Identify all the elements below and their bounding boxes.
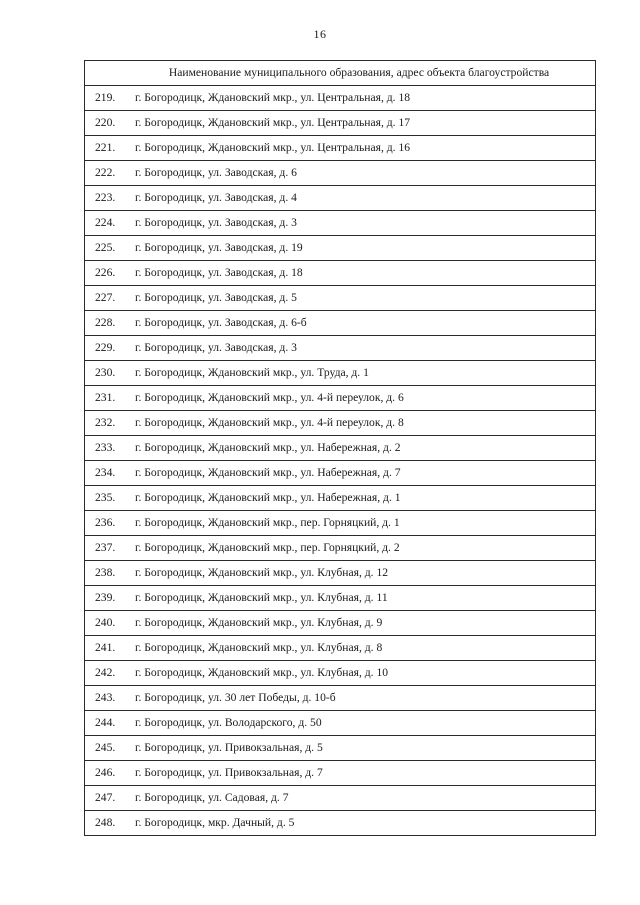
address-cell [85,386,596,411]
row-number: 224. [95,216,116,230]
address-cell [85,711,596,736]
row-number: 229. [95,341,116,355]
table-row [85,386,596,411]
table-row [85,511,596,536]
row-number: 246. [95,766,116,780]
object-address: г. Богородицк, мкр. Дачный, д. 5 [135,816,295,830]
table-row [85,436,596,461]
row-number: 221. [95,141,116,155]
row-number: 236. [95,516,116,530]
object-address: г. Богородицк, ул. Заводская, д. 3 [135,216,297,230]
row-number: 234. [95,466,116,480]
address-table-body [85,61,596,836]
row-number: 223. [95,191,116,205]
table-row [85,461,596,486]
object-address: г. Богородицк, Ждановский мкр., ул. Клубная, д. 9 [135,616,383,630]
table-row [85,211,596,236]
address-cell [85,361,596,386]
address-cell [85,161,596,186]
table-row [85,711,596,736]
object-address: г. Богородицк, Ждановский мкр., ул. Труда, д. 1 [135,366,369,380]
row-number: 225. [95,241,116,255]
object-address: г. Богородицк, ул. 30 лет Победы, д. 10-б [135,691,336,705]
table-row [85,411,596,436]
row-number: 239. [95,591,116,605]
object-address: г. Богородицк, Ждановский мкр., ул. Набережная, д. 2 [135,441,401,455]
row-number: 248. [95,816,116,830]
address-cell [85,461,596,486]
table-row [85,236,596,261]
address-cell [85,661,596,686]
row-number: 231. [95,391,116,405]
table-row [85,186,596,211]
table-row [85,736,596,761]
row-number: 232. [95,416,116,430]
address-cell [85,811,596,836]
object-address: г. Богородицк, ул. Заводская, д. 6 [135,166,297,180]
address-cell [85,411,596,436]
row-number: 238. [95,566,116,580]
row-number: 237. [95,541,116,555]
address-cell [85,311,596,336]
object-address: г. Богородицк, ул. Володарского, д. 50 [135,716,322,730]
table-row [85,311,596,336]
object-address: г. Богородицк, Ждановский мкр., ул. Клубная, д. 12 [135,566,389,580]
table-row [85,761,596,786]
row-number: 241. [95,641,116,655]
row-number: 244. [95,716,116,730]
row-number: 243. [95,691,116,705]
table-row [85,661,596,686]
row-number: 228. [95,316,116,330]
table-row [85,636,596,661]
address-cell [85,286,596,311]
object-address: г. Богородицк, Ждановский мкр., ул. Центральная, д. 18 [135,91,411,105]
object-address: г. Богородицк, ул. Садовая, д. 7 [135,791,289,805]
table-row [85,686,596,711]
row-number: 227. [95,291,116,305]
object-address: г. Богородицк, ул. Заводская, д. 6-б [135,316,307,330]
table-row [85,586,596,611]
table-row [85,786,596,811]
row-number: 219. [95,91,116,105]
object-address: г. Богородицк, Ждановский мкр., ул. Центральная, д. 17 [135,116,411,130]
address-cell [85,186,596,211]
row-number: 222. [95,166,116,180]
object-address: г. Богородицк, Ждановский мкр., ул. Набережная, д. 1 [135,491,401,505]
table-row [85,136,596,161]
row-number: 233. [95,441,116,455]
object-address: г. Богородицк, Ждановский мкр., ул. Центральная, д. 16 [135,141,411,155]
address-cell [85,86,596,111]
address-cell [85,586,596,611]
row-number: 240. [95,616,116,630]
row-number: 220. [95,116,116,130]
table-row [85,111,596,136]
object-address: г. Богородицк, Ждановский мкр., ул. Набережная, д. 7 [135,466,401,480]
address-cell [85,236,596,261]
table-row [85,286,596,311]
row-number: 235. [95,491,116,505]
address-cell [85,111,596,136]
address-cell [85,136,596,161]
address-cell [85,436,596,461]
address-cell [85,761,596,786]
address-cell [85,636,596,661]
address-cell [85,486,596,511]
row-number: 247. [95,791,116,805]
table-row [85,536,596,561]
row-number: 245. [95,741,116,755]
row-number: 230. [95,366,116,380]
address-cell [85,536,596,561]
address-cell [85,786,596,811]
address-cell [85,336,596,361]
object-address: г. Богородицк, ул. Привокзальная, д. 7 [135,766,323,780]
object-address: г. Богородицк, Ждановский мкр., ул. Клубная, д. 10 [135,666,389,680]
object-address: г. Богородицк, Ждановский мкр., пер. Горняцкий, д. 1 [135,516,400,530]
table-row [85,561,596,586]
object-address: г. Богородицк, ул. Заводская, д. 3 [135,341,297,355]
object-address: г. Богородицк, Ждановский мкр., ул. 4-й переулок, д. 6 [135,391,404,405]
table-row [85,611,596,636]
address-cell [85,261,596,286]
table-row [85,336,596,361]
object-address: г. Богородицк, ул. Заводская, д. 18 [135,266,303,280]
address-cell [85,561,596,586]
object-address: г. Богородицк, Ждановский мкр., ул. Клубная, д. 8 [135,641,383,655]
object-address: г. Богородицк, ул. Привокзальная, д. 5 [135,741,323,755]
page-number: 16 [313,27,327,41]
table-header-row [85,61,596,86]
address-cell [85,611,596,636]
object-address: г. Богородицк, Ждановский мкр., ул. Клубная, д. 11 [135,591,388,605]
table-row [85,86,596,111]
row-number: 226. [95,266,116,280]
address-cell [85,511,596,536]
object-address: г. Богородицк, ул. Заводская, д. 19 [135,241,303,255]
address-cell [85,686,596,711]
object-address: г. Богородицк, Ждановский мкр., ул. 4-й переулок, д. 8 [135,416,404,430]
table-header-cell: Наименование муниципального образования, адрес объекта благоустройства [85,61,596,86]
address-cell [85,211,596,236]
table-row [85,486,596,511]
address-table [84,60,596,836]
table-row [85,261,596,286]
table-row [85,161,596,186]
row-number: 242. [95,666,116,680]
object-address: г. Богородицк, ул. Заводская, д. 4 [135,191,297,205]
table-row [85,361,596,386]
table-row [85,811,596,836]
object-address: г. Богородицк, Ждановский мкр., пер. Горняцкий, д. 2 [135,541,400,555]
object-address: г. Богородицк, ул. Заводская, д. 5 [135,291,297,305]
address-cell [85,736,596,761]
